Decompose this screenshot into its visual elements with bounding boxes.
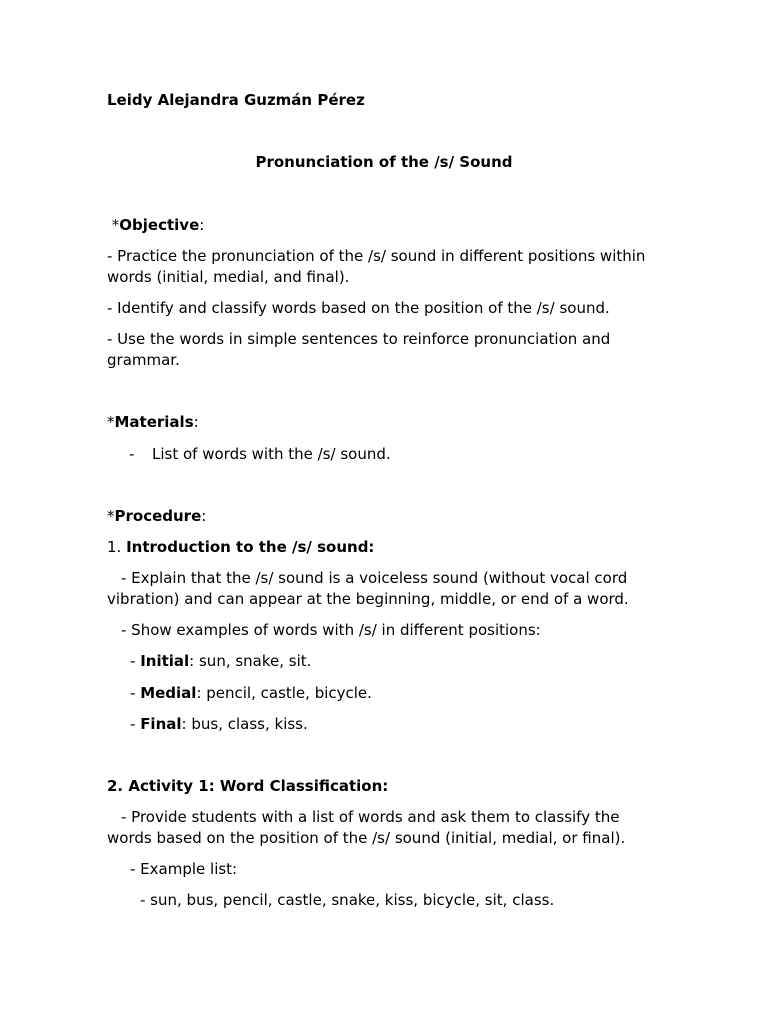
- example-dash: -: [130, 652, 141, 670]
- objective-item: - Practice the pronunciation of the /s/ sound in different positions within words (initial, medial, and final).: [107, 247, 646, 286]
- example-medial: [130, 683, 690, 704]
- example-words: : bus, class, kiss.: [181, 715, 308, 733]
- example-words: : pencil, castle, bicycle.: [196, 684, 372, 702]
- materials-heading: [107, 412, 667, 433]
- materials-prefix: *: [107, 413, 115, 431]
- materials-suffix: :: [193, 413, 199, 431]
- step1-number: 1.: [107, 538, 127, 556]
- example-dash: -: [130, 684, 141, 702]
- procedure-prefix: *: [107, 507, 115, 525]
- objective-item: - Use the words in simple sentences to reinforce pronunciation and grammar.: [107, 330, 611, 369]
- example-words: : sun, snake, sit.: [189, 652, 312, 670]
- objective-suffix: :: [199, 216, 205, 234]
- materials-bullet: -: [129, 445, 135, 463]
- step1-show: - Show examples of words with /s/ in different positions:: [121, 621, 541, 639]
- example-label: Initial: [140, 652, 190, 670]
- step1-explain: - Explain that the /s/ sound is a voiceless sound (without vocal cord vibration) and can appear at the beginning, middle, or end of a word.: [107, 569, 629, 608]
- procedure-label: Procedure: [114, 507, 202, 525]
- step2-example-label: - Example list:: [130, 860, 238, 878]
- materials-item: List of words with the /s/ sound.: [152, 445, 391, 463]
- step2-provide: - Provide students with a list of words and ask them to classify the words based on the position of the /s/ sound (initial, medial, or final).: [107, 808, 626, 847]
- step2-example-words: - sun, bus, pencil, castle, snake, kiss, bicycle, sit, class.: [140, 891, 555, 909]
- example-label: Medial: [140, 684, 197, 702]
- example-final: [130, 714, 690, 735]
- objective-heading: [107, 215, 667, 236]
- procedure-heading: [107, 506, 667, 527]
- author-name: Leidy Alejandra Guzmán Pérez: [107, 91, 365, 109]
- procedure-suffix: :: [201, 507, 207, 525]
- step2-title: 2. Activity 1: Word Classification:: [107, 777, 389, 795]
- document-title: Pronunciation of the /s/ Sound: [255, 153, 513, 171]
- objective-item: - Identify and classify words based on the position of the /s/ sound.: [107, 299, 610, 317]
- step1-heading: [107, 537, 667, 558]
- objective-label: Objective: [119, 216, 200, 234]
- step1-title: Introduction to the /s/ sound:: [126, 538, 375, 556]
- materials-label: Materials: [114, 413, 194, 431]
- example-initial: [130, 651, 690, 672]
- example-label: Final: [140, 715, 182, 733]
- objective-prefix: *: [107, 216, 120, 234]
- example-dash: -: [130, 715, 141, 733]
